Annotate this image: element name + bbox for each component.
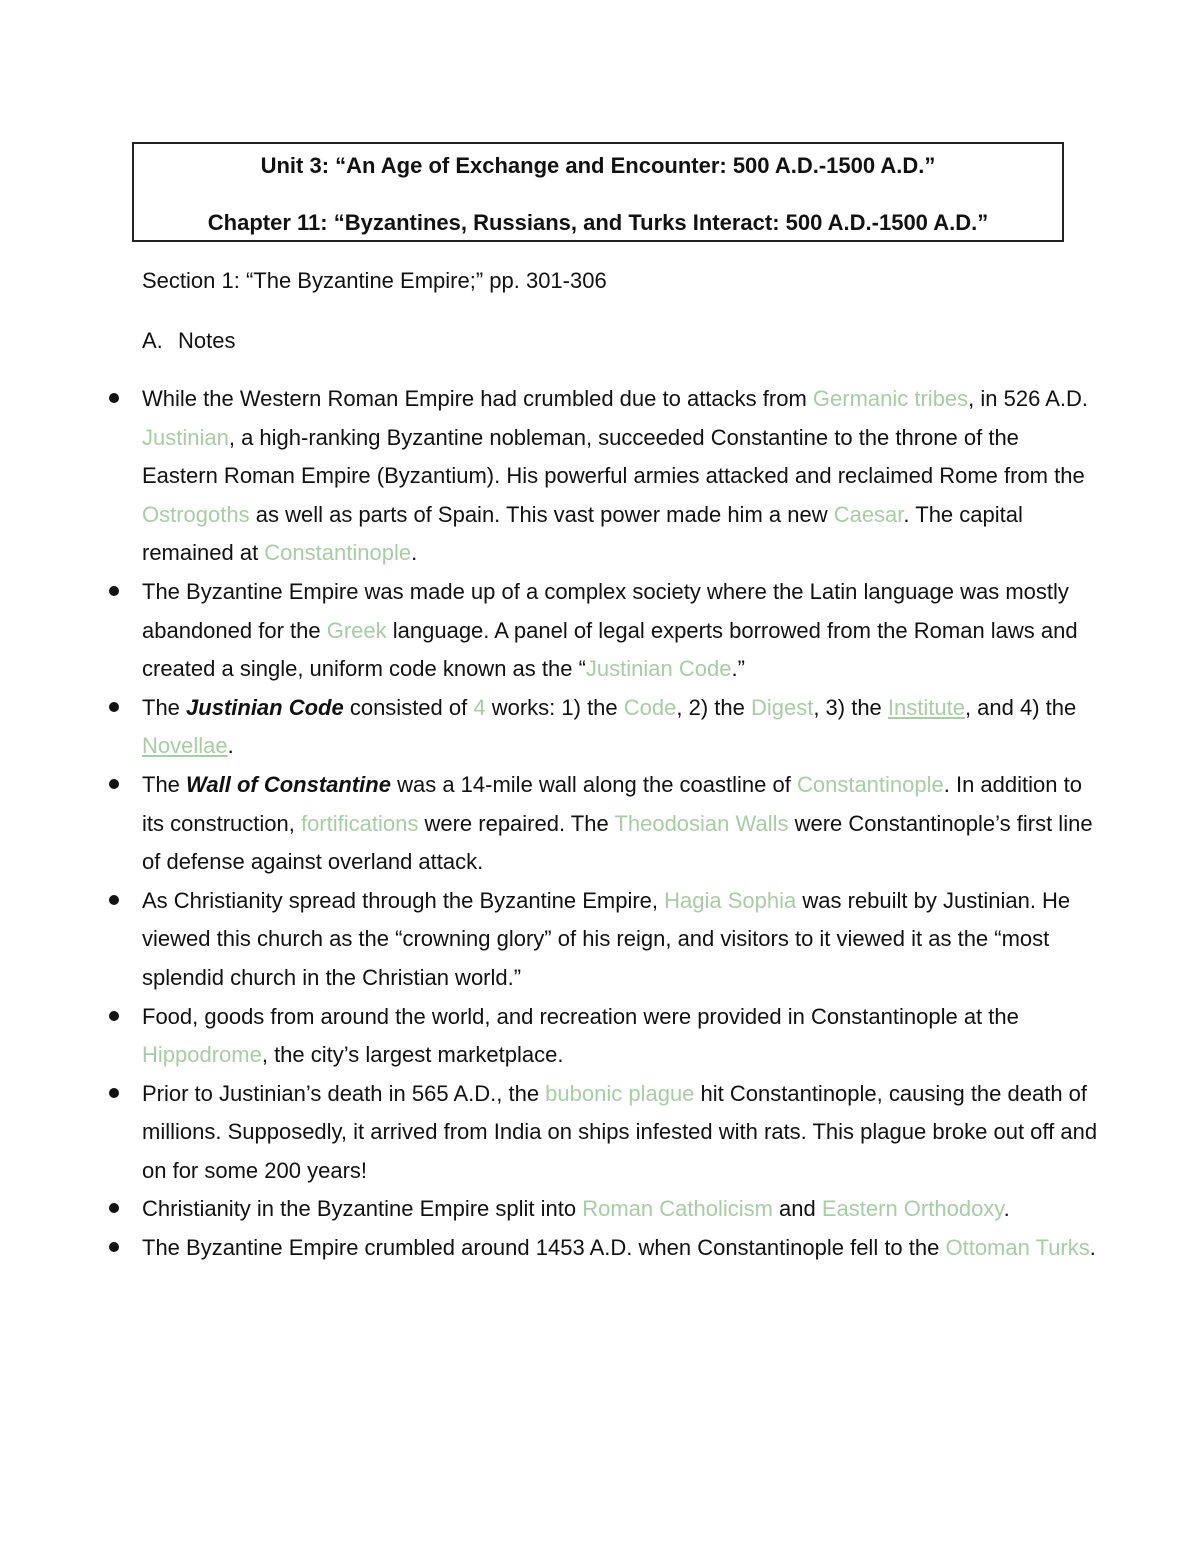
- note-text: .: [1089, 1235, 1096, 1261]
- note-text: as well as parts of Spain. This vast power made him a new: [249, 501, 834, 527]
- key-term: Constantinople: [264, 540, 412, 566]
- note-text: was rebuilt by Justinian. He viewed this church as the “crowning glory” of his reign, and visitors to it viewed it as the “most splendid church in the Christian world.”: [142, 887, 1071, 990]
- key-term: Constantinople: [796, 771, 944, 797]
- note-text: , 3) the: [813, 694, 888, 720]
- key-term-link[interactable]: Institute: [887, 694, 965, 720]
- note-item-5: [142, 882, 1100, 998]
- key-term-link[interactable]: Novellae: [142, 733, 228, 759]
- key-term: Digest: [750, 694, 814, 720]
- key-term: fortifications: [300, 810, 419, 836]
- key-term: Justinian Code: [585, 656, 732, 682]
- notes-list: [142, 380, 1100, 1268]
- note-text: hit Constantinople, causing the death of millions. Supposedly, it arrived from India on ships infested with rats. This plague broke out off and on for some 200 years!: [142, 1080, 1098, 1183]
- note-text: .: [1003, 1196, 1010, 1222]
- note-text: .: [411, 540, 418, 566]
- key-term: Code: [623, 694, 677, 720]
- key-term: bubonic plague: [545, 1080, 695, 1106]
- key-term: 4: [473, 694, 486, 720]
- note-text: language. A panel of legal experts borrowed from the Roman laws and created a single, uniform code known as the “: [142, 617, 1078, 682]
- notes-subheading: [142, 326, 235, 356]
- note-text: . The capital remained at: [142, 501, 1023, 566]
- note-text: While the Western Roman Empire had crumbled due to attacks from: [142, 386, 813, 411]
- note-text: The: [142, 771, 187, 797]
- key-term: Greek: [326, 617, 387, 643]
- key-term: Hippodrome: [142, 1042, 262, 1068]
- note-text: Christianity in the Byzantine Empire split into: [142, 1196, 583, 1222]
- note-text: were repaired. The: [418, 810, 615, 836]
- note-item-4: [142, 766, 1100, 882]
- note-text: was a 14-mile wall along the coastline of: [390, 771, 797, 797]
- unit-title: Unit 3: “An Age of Exchange and Encounter: 500 A.D.-1500 A.D.”: [260, 153, 936, 178]
- emphasis-term: Justinian Code: [186, 694, 344, 720]
- chapter-title: Chapter 11: “Byzantines, Russians, and Turks Interact: 500 A.D.-1500 A.D.”: [207, 210, 989, 235]
- note-text: Prior to Justinian’s death in 565 A.D., the: [142, 1080, 546, 1106]
- note-text: Food, goods from around the world, and recreation were provided in Constantinople at the: [142, 1003, 1019, 1029]
- note-text: The Byzantine Empire was made up of a complex society where the Latin language was mostly abandoned for the: [142, 578, 1069, 643]
- note-text: , in 526 A.D.: [968, 386, 1089, 411]
- note-item-2: [142, 573, 1100, 689]
- note-text: , the city’s largest marketplace.: [261, 1042, 564, 1068]
- subheading-label: Notes: [178, 328, 236, 353]
- note-text: . In addition to its construction,: [142, 771, 1082, 836]
- section-title: Section 1: “The Byzantine Empire;” pp. 301-306: [142, 268, 607, 293]
- note-text: consisted of: [343, 694, 474, 720]
- note-text: works: 1) the: [485, 694, 624, 720]
- note-text: .”: [731, 656, 745, 682]
- note-text: .: [227, 733, 234, 759]
- subheading-marker: A.: [142, 328, 163, 353]
- emphasis-term: Wall of Constantine: [186, 771, 391, 797]
- note-item-8: [142, 1190, 1100, 1229]
- title-box: [132, 142, 1064, 242]
- note-text: and: [772, 1196, 822, 1222]
- key-term: Eastern Orthodoxy: [821, 1196, 1004, 1222]
- key-term: Justinian: [142, 424, 229, 450]
- note-item-6: [142, 998, 1100, 1075]
- note-text: The: [142, 694, 187, 720]
- note-item-1: [142, 380, 1100, 573]
- note-text: , a high-ranking Byzantine nobleman, succeeded Constantine to the throne of the Eastern Roman Empire (Byzantium). His powerful armies attacked and reclaimed Rome from the: [142, 424, 1085, 489]
- note-item-3: [142, 689, 1100, 766]
- note-text: The Byzantine Empire crumbled around 1453 A.D. when Constantinople fell to the: [142, 1235, 946, 1261]
- note-item-9: [142, 1229, 1100, 1268]
- key-term: Germanic tribes: [812, 386, 969, 411]
- key-term: Roman Catholicism: [582, 1196, 773, 1222]
- note-text: As Christianity spread through the Byzantine Empire,: [142, 887, 665, 913]
- key-term: Hagia Sophia: [664, 887, 797, 913]
- key-term: Caesar: [833, 501, 904, 527]
- note-text: , 2) the: [676, 694, 751, 720]
- key-term: Theodosian Walls: [614, 810, 789, 836]
- key-term: Ostrogoths: [142, 501, 250, 527]
- note-text: were Constantinople’s first line of defense against overland attack.: [142, 810, 1093, 875]
- key-term: Ottoman Turks: [945, 1235, 1090, 1261]
- note-item-7: [142, 1075, 1100, 1191]
- note-text: , and 4) the: [964, 694, 1077, 720]
